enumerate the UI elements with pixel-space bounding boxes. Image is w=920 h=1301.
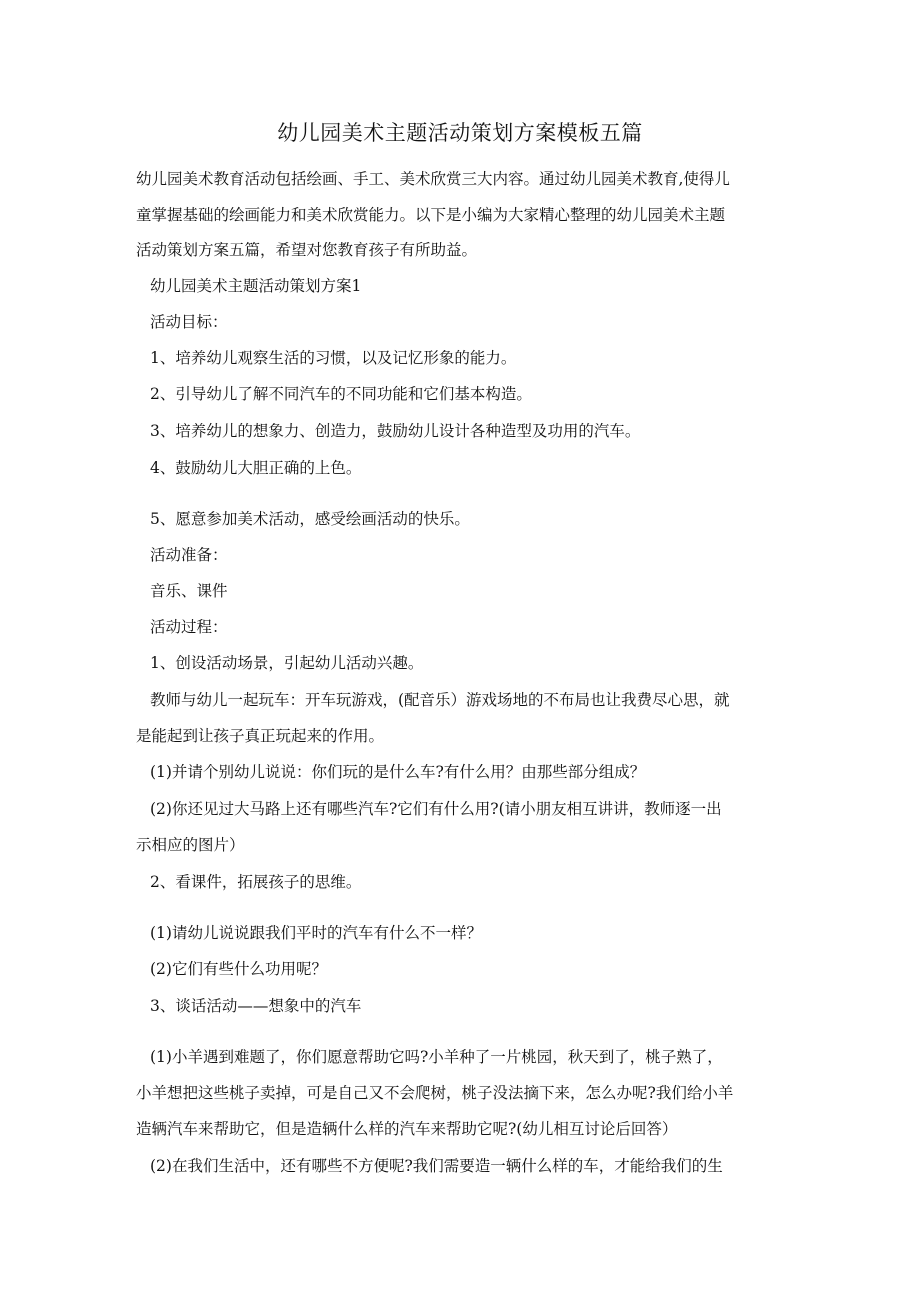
page-title: 幼儿园美术主题活动策划方案模板五篇 — [277, 121, 643, 145]
step-heading: 2、看课件，拓展孩子的思维。 — [150, 873, 362, 891]
goal-item: 2、引导幼儿了解不同汽车的不同功能和它们基本构造。 — [150, 385, 532, 403]
goal-item: 4、鼓励幼儿大胆正确的上色。 — [150, 459, 362, 477]
step3-question-1-line-1: (1)小羊遇到难题了，你们愿意帮助它吗?小羊种了一片桃园，秋天到了，桃子熟了， — [150, 1048, 723, 1066]
step1-question-1: (1)并请个别幼儿说说：你们玩的是什么车?有什么用？由那些部分组成？ — [150, 763, 646, 781]
step1-question-2-line-2: 示相应的图片） — [136, 836, 245, 854]
step-heading: 3、谈话活动——想象中的汽车 — [150, 997, 362, 1015]
goals-label: 活动目标： — [150, 313, 228, 331]
step1-text-line-2: 是能起到让孩子真正玩起来的作用。 — [136, 727, 385, 745]
step3-question-2: (2)在我们生活中，还有哪些不方便呢?我们需要造一辆什么样的车，才能给我们的生 — [150, 1157, 723, 1175]
intro-line-3: 活动策划方案五篇，希望对您教育孩子有所助益。 — [136, 241, 478, 259]
section-heading: 幼儿园美术主题活动策划方案1 — [150, 277, 362, 295]
process-label: 活动过程： — [150, 618, 228, 636]
step-heading: 1、创设活动场景，引起幼儿活动兴趣。 — [150, 654, 424, 672]
prep-label: 活动准备： — [150, 546, 228, 564]
step1-text-line-1: 教师与幼儿一起玩车：开车玩游戏，(配音乐）游戏场地的不布局也让我费尽心思，就 — [150, 691, 730, 709]
intro-line-2: 童掌握基础的绘画能力和美术欣赏能力。以下是小编为大家精心整理的幼儿园美术主题 — [136, 206, 726, 224]
goal-item: 3、培养幼儿的想象力、创造力，鼓励幼儿设计各种造型及功用的汽车。 — [150, 422, 641, 440]
step3-question-1-line-3: 造辆汽车来帮助它，但是造辆什么样的汽车来帮助它呢?(幼儿相互讨论后回答） — [136, 1120, 678, 1138]
intro-line-1: 幼儿园美术教育活动包括绘画、手工、美术欣赏三大内容。通过幼儿园美术教育,使得儿 — [136, 170, 730, 188]
prep-items: 音乐、课件 — [150, 582, 228, 600]
step2-question-2: (2)它们有些什么功用呢？ — [150, 960, 327, 978]
step3-question-1-line-2: 小羊想把这些桃子卖掉，可是自己又不会爬树，桃子没法摘下来，怎么办呢?我们给小羊 — [136, 1084, 734, 1102]
step1-question-2-line-1: (2)你还见过大马路上还有哪些汽车?它们有什么用?(请小朋友相互讲讲，教师逐一出 — [150, 800, 722, 818]
goal-item: 1、培养幼儿观察生活的习惯，以及记忆形象的能力。 — [150, 349, 517, 367]
goal-item: 5、愿意参加美术活动，感受绘画活动的快乐。 — [150, 510, 470, 528]
step2-question-1: (1)请幼儿说说跟我们平时的汽车有什么不一样？ — [150, 924, 482, 942]
